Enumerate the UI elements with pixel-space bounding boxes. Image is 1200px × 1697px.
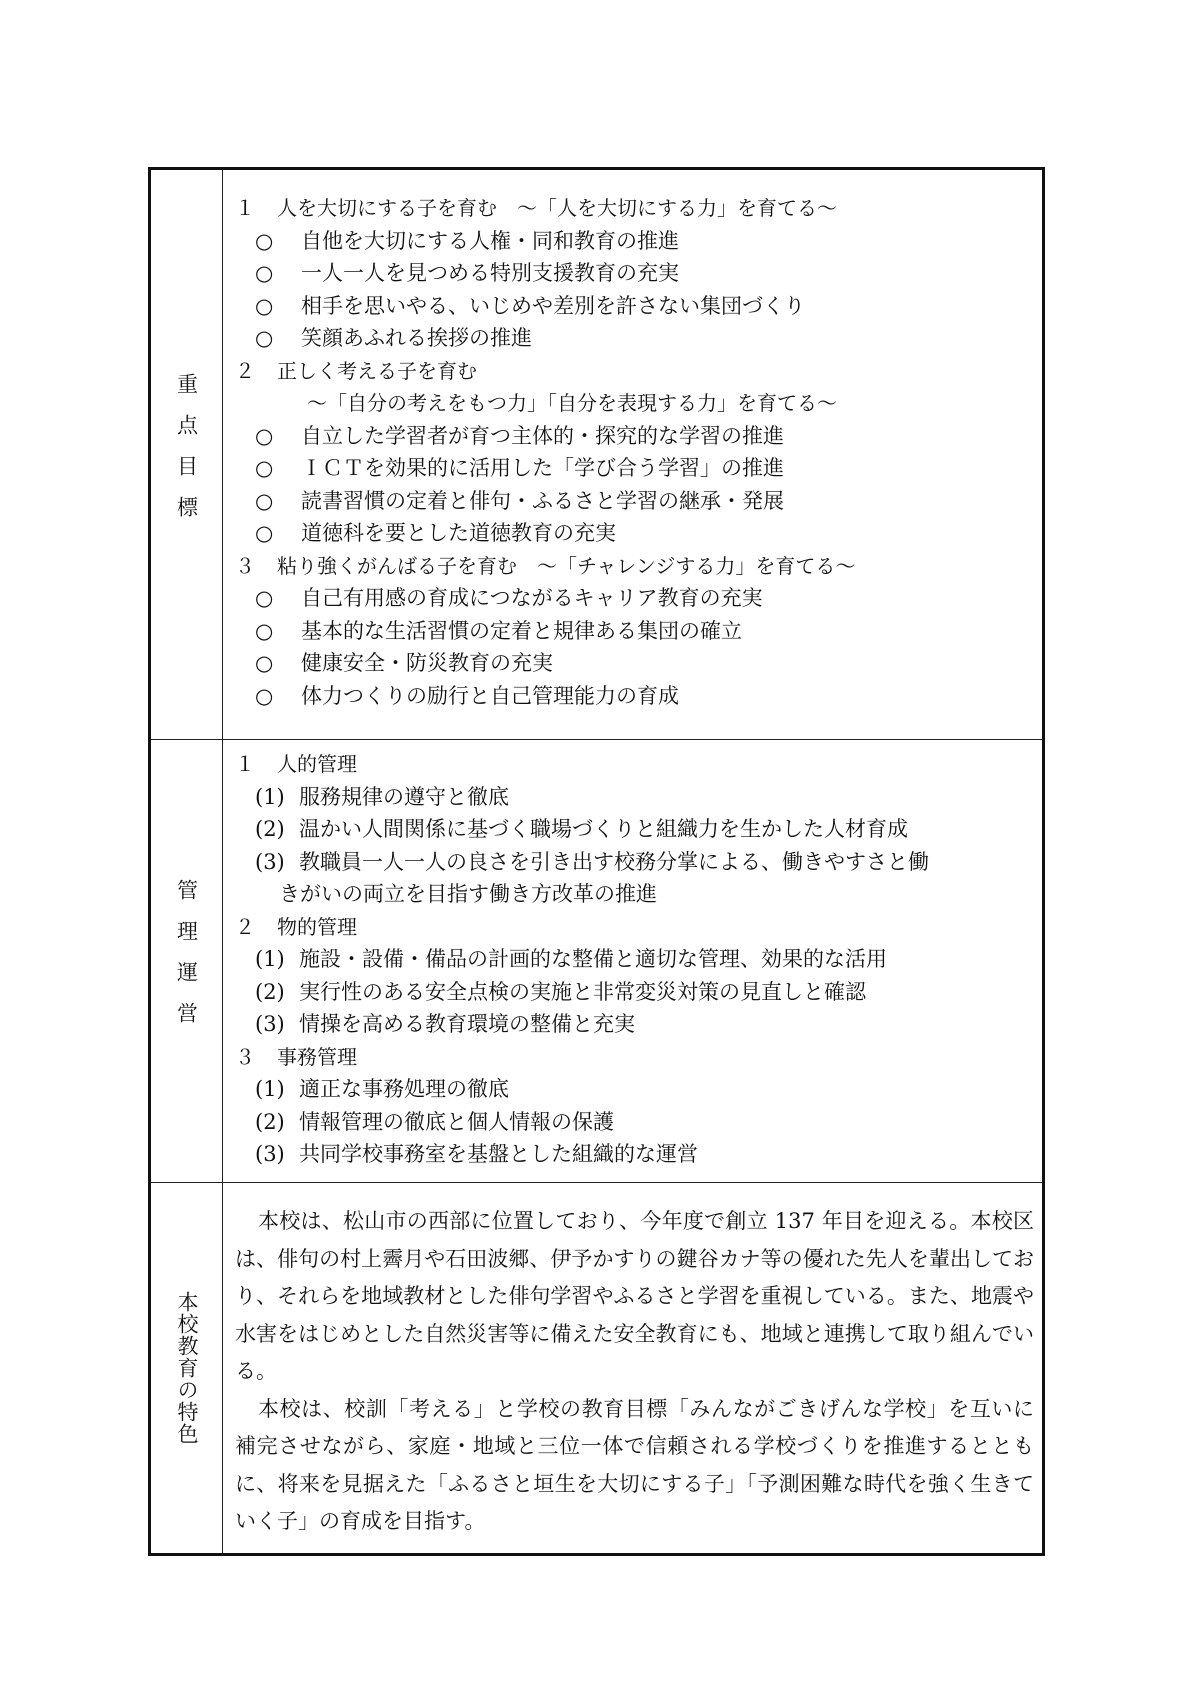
circle-bullet-icon: ○ — [255, 488, 274, 513]
item-number: (1) — [255, 784, 285, 809]
item-number: (3) — [255, 849, 285, 874]
item-number: (2) — [255, 817, 285, 841]
row-content-cell — [223, 740, 1042, 1182]
circle-bullet-icon: ○ — [255, 521, 274, 545]
section-label: 重点目標 — [174, 372, 199, 537]
goal-number: １ — [235, 196, 255, 220]
goal-item-text: 相手を思いやる、いじめや差別を許さない集団づくり — [301, 293, 805, 318]
goal-heading — [235, 355, 1032, 388]
goal-heading — [235, 192, 1032, 225]
goal-item — [235, 420, 1032, 453]
circle-bullet-icon: ○ — [255, 683, 274, 708]
goal-title: 人を大切にする子を育む ～「人を大切にする力」を育てる～ — [277, 196, 837, 220]
management-number: ３ — [235, 1044, 255, 1069]
circle-bullet-icon: ○ — [255, 423, 274, 448]
row-label-cell — [151, 740, 223, 1182]
management-number: １ — [235, 752, 255, 776]
circle-bullet-icon: ○ — [255, 586, 274, 610]
item-number: (3) — [255, 1012, 285, 1036]
row-content-cell — [223, 170, 1042, 739]
circle-bullet-icon: ○ — [255, 618, 274, 643]
section-management — [151, 739, 1042, 1182]
goal-title: 粘り強くがんばる子を育む ～「チャレンジする力」を育てる～ — [277, 553, 856, 578]
management-title: 物的管理 — [277, 914, 357, 939]
goal-item — [235, 615, 1032, 648]
goal-item-text: 健康安全・防災教育の充実 — [301, 651, 553, 675]
goal-item-text: 読書習慣の定着と俳句・ふるさと学習の継承・発展 — [301, 488, 784, 513]
goal-item — [235, 322, 1032, 355]
item-number: (2) — [255, 979, 285, 1004]
management-heading — [235, 911, 1032, 944]
item-number: (2) — [255, 1109, 285, 1134]
management-item — [235, 1008, 1032, 1041]
item-text: 情報管理の徹底と個人情報の保護 — [299, 1109, 614, 1134]
row-label-cell — [151, 1183, 223, 1553]
goal-item-text: 道徳科を要とした道徳教育の充実 — [301, 521, 616, 545]
circle-bullet-icon: ○ — [255, 261, 274, 285]
goal-number: ３ — [235, 553, 255, 578]
section-school-features — [151, 1182, 1042, 1553]
management-item — [235, 1073, 1032, 1106]
item-continuation: きがいの両立を目指す働き方改革の推進 — [279, 882, 657, 906]
goal-item — [235, 680, 1032, 713]
goal-number: ２ — [235, 358, 255, 383]
management-number: ２ — [235, 914, 255, 939]
item-text: 適正な事務処理の徹底 — [299, 1077, 509, 1101]
item-text: 温かい人間関係に基づく職場づくりと組織力を生かした人材育成 — [299, 817, 908, 841]
row-label-cell — [151, 170, 223, 739]
item-text: 共同学校事務室を基盤とした組織的な運営 — [299, 1142, 698, 1166]
feature-paragraph: 本校は、校訓「考える」と学校の教育目標「みんながごきげんな学校」を互いに補完させながら、家庭・地域と三位一体で信頼される学校づくりを推進するとともに、将来を見据えた「ふるさと垣生を大切にする子」「予測困難な時代を強く生きていく子」の育成を目指す。 — [235, 1396, 1034, 1533]
item-text: 情操を高める教育環境の整備と充実 — [299, 1012, 635, 1036]
goal-item-text: ＩＣＴを効果的に活用した「学び合う学習」の推進 — [301, 456, 784, 480]
goal-item-text: 自他を大切にする人権・同和教育の推進 — [301, 228, 679, 253]
section-priority-goals — [151, 170, 1042, 739]
goal-item-text: 基本的な生活習慣の定着と規律ある集団の確立 — [301, 618, 742, 643]
goal-item — [235, 647, 1032, 680]
goal-item — [235, 582, 1032, 615]
goal-item — [235, 485, 1032, 518]
circle-bullet-icon: ○ — [255, 651, 274, 675]
section-label: 本校教育の特色 — [175, 1291, 200, 1445]
goal-heading — [235, 550, 1032, 583]
goal-item — [235, 290, 1032, 323]
management-heading — [235, 1041, 1032, 1074]
circle-bullet-icon: ○ — [255, 293, 274, 318]
goal-subtitle: ～「自分の考えをもつ力」「自分を表現する力」を育てる～ — [307, 391, 837, 415]
management-item — [235, 781, 1032, 814]
management-item — [235, 813, 1032, 846]
item-text: 服務規律の遵守と徹底 — [299, 784, 509, 809]
document-table — [148, 167, 1045, 1556]
management-item — [235, 846, 1032, 879]
goal-item-text: 自己有用感の育成につながるキャリア教育の充実 — [301, 586, 763, 610]
item-number: (1) — [255, 1077, 285, 1101]
feature-paragraph: 本校は、松山市の西部に位置しており、今年度で創立 137 年目を迎える。本校区は、俳句の村上霽月や石田波郷、伊予かすりの鍵谷カナ等の優れた先人を輩出しており、それらを地域教材とした俳句学習やふるさと学習を重視している。また、地震や水害をはじめとした自然災害等に備えた安全教育にも、地域と連携して取り組んでいる。 — [235, 1209, 1034, 1383]
circle-bullet-icon: ○ — [255, 228, 274, 253]
item-text: 実行性のある安全点検の実施と非常変災対策の見直しと確認 — [299, 979, 866, 1004]
management-item — [235, 1106, 1032, 1139]
management-title: 人的管理 — [277, 752, 357, 776]
goal-item-text: 体力つくりの励行と自己管理能力の育成 — [301, 683, 679, 708]
item-text: 教職員一人一人の良さを引き出す校務分掌による、働きやすさと働 — [299, 849, 929, 874]
goal-item — [235, 517, 1032, 550]
management-title: 事務管理 — [277, 1044, 357, 1069]
goal-item-text: 笑顔あふれる挨拶の推進 — [301, 326, 532, 350]
management-item — [235, 976, 1032, 1009]
item-number: (1) — [255, 947, 285, 971]
circle-bullet-icon: ○ — [255, 326, 274, 350]
goal-item — [235, 225, 1032, 258]
management-item — [235, 943, 1032, 976]
item-text: 施設・設備・備品の計画的な整備と適切な管理、効果的な活用 — [299, 947, 887, 971]
row-content-cell — [223, 1183, 1042, 1553]
goal-item — [235, 257, 1032, 290]
circle-bullet-icon: ○ — [255, 456, 274, 480]
goal-item-text: 一人一人を見つめる特別支援教育の充実 — [301, 261, 679, 285]
goal-item-text: 自立した学習者が育つ主体的・探究的な学習の推進 — [301, 423, 784, 448]
item-number: (3) — [255, 1142, 285, 1166]
section-label: 管理運営 — [174, 879, 199, 1043]
management-heading — [235, 748, 1032, 781]
goal-item — [235, 452, 1032, 485]
goal-title: 正しく考える子を育む — [277, 358, 477, 383]
management-item — [235, 1138, 1032, 1171]
